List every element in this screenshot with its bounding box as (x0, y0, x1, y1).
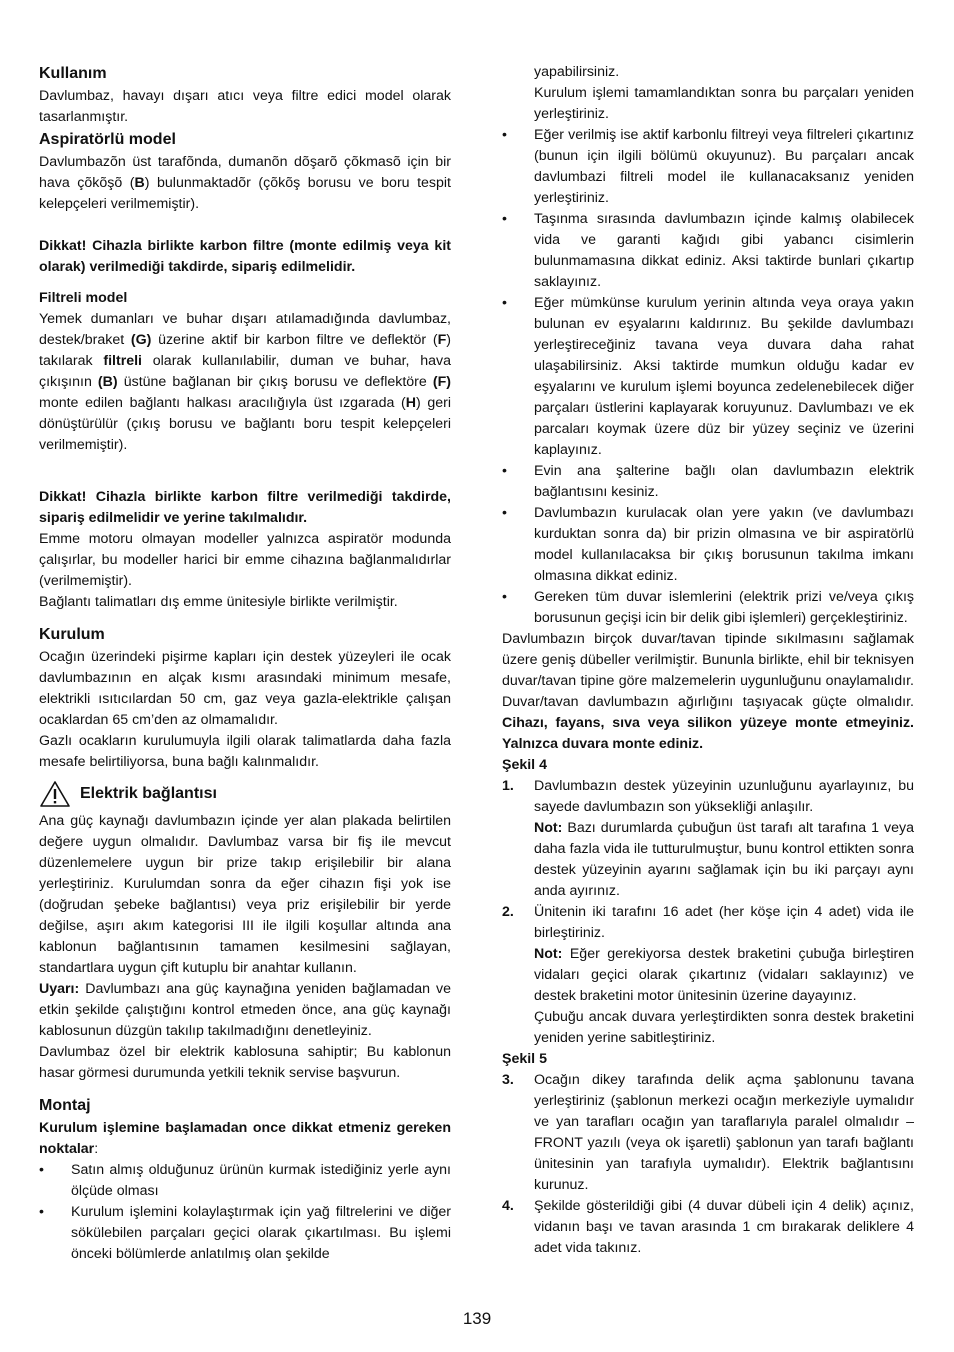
subheading-filtreli: Filtreli model (39, 290, 128, 306)
list-item: • Satın almış olduğunuz ürünün kurmak istediğiniz yerle aynı ölçüde olması (39, 1162, 451, 1199)
paragraph: Ocağın üzerindeki pişirme kapları için destek yüzeyleri ile ocak davlumbazının en alçak kısmı arasındaki minimum mesafe, elektrikli ısıtıcılardan 50 cm, gaz veya gazla-elektrikle çalışan ocaklardan 65 cm’den az olmamalıdır. (39, 649, 451, 728)
list-item: • Gereken tüm duvar islemlerini (elektrik prizi ve/veya çıkış borusunun geçişi icin bir delik gibi işlemleri) gerçekleştiriniz. (502, 589, 914, 626)
list-item: • Evin ana şalterine bağlı olan davlumbazın elektrik bağlantısını kesiniz. (502, 463, 914, 500)
note: Not: Bazı durumlarda çubuğun üst tarafı alt tarafına 1 veya daha fazla vida ile tutturulmuştur, bunu kontrol ettikten sonra destek yüzeyinin ayarını sağlamak için bu iki parçayı aynı anda ayırınız. (534, 820, 914, 899)
paragraph: Bağlantı talimatları dış emme ünitesiyle birlikte verilmiştir. (39, 594, 398, 610)
paragraph: Çubuğu ancak duvara yerleştirdikten sonra destek braketini yeniden yerine sabitleştiriniz. (534, 1009, 914, 1046)
paragraph: Kurulum işlemi tamamlandıktan sonra bu parçaları yeniden yerleştiriniz. (534, 85, 914, 122)
section-heading-kurulum: Kurulum (39, 626, 105, 643)
list-item: • Eğer mümkünse kurulum yerinin altında veya oraya yakın bulunan ev eşyalarını kaldırınız. Bu şekilde davlumbazı yerleştireceğiniz tavana veya duvara daha rahat ulaşabilirsiniz. Aksi taktirde mumkun olduğu kadar ev eşyalarını ve kurulum işlemi boyunca zedelenebilecek diğer parçaları üstlerini kaplayarak koruyunuz. Davlumbazı ve ek parcaları koymak üzere düz bir yüzey seçiniz ve üzerini kaplayınız. (502, 295, 914, 458)
list-item: • Eğer verilmiş ise aktif karbonlu filtreyi veya filtreleri çıkartınız (bunun için ilgili bölümü okuyunuz). Bu parçaları ancak davlumbazi filtreli model ile kullanacaksanız yeniden yerleştiriniz. (502, 127, 914, 206)
warning-text: Dikkat! Cihazla birlikte karbon filtre verilmediği takdirde, sipariş edilmelidir ve yerine takılmalıdır. (39, 489, 451, 526)
paragraph: Davlumbazõn üst tarafõnda, dumanõn dõşarõ çõkmasõ için bir hava çõkõşõ (B) bulunmaktadõr (çõkõş borusu ve boru tespit kelepçeleri verilmemiştir). (39, 154, 452, 212)
paragraph: Yemek dumanları ve buhar dışarı atılamadığında davlumbaz, destek/braket (G) üzerine aktif bir karbon filtre ve deflektör (F) takılarak filtreli olarak kullanılabilir, duman ve buhar, hava çıkışının (B) üstüne bağlanan bir çıkış borusu ve deflektöre (F) monte edilen bağlantı halkası aracılığıyla üst ızgarada (H) geri dönüştürülür (çıkış borusu ve bağlantı boru tespit kelepçeleri verilmemiştir). (39, 311, 451, 453)
page-number: 139 (462, 1309, 492, 1328)
left-column (39, 62, 451, 1265)
bullet-icon: • (502, 127, 507, 143)
paragraph: Gazlı ocakların kurulumuyla ilgili olarak talimatlarda daha fazla mesafe belirtiliyorsa, buna bağlı kalınmalıdır. (39, 733, 451, 770)
figure-label-sekil4: Şekil 4 (502, 757, 547, 773)
section-heading-elektrik (39, 777, 451, 811)
section-heading-aspirator: Aspiratörlü model (39, 131, 176, 148)
paragraph: Davlumbaz özel bir elektrik kablosuna sahiptir; Bu kablonun hasar görmesi durumunda yetkili teknik servise başvurun. (39, 1044, 451, 1081)
warning-text: Dikkat! Cihazla birlikte karbon filtre (monte edilmiş veya kit olarak) verilmediği takdirde, sipariş edilmelidir. (39, 238, 451, 275)
bullet-icon: • (502, 589, 507, 605)
right-column (502, 62, 914, 1259)
paragraph: Davlumbazın birçok duvar/tavan tipinde sıkılmasını sağlamak üzere geniş dübeller verilmiştir. Bununla birlikte, ehil bir teknisyen duvar/tavan tipine göre malzemelerin uygunluğunu onaylamalıdır. Duvar/tavan davlumbazın ağırlığını taşıyacak güçte olmalıdır. Cihazı, fayans, sıva veya silikon yüzeye monte etmeyiniz. Yalnızca duvara monte ediniz. (502, 631, 914, 752)
list-item: • Kurulum işlemini kolaylaştırmak için yağ filtrelerini ve diğer sökülebilen parçaları geçici olarak çıkartılması. Bu işlemi önceki bölümlerde anlatılmış olan şekilde (39, 1204, 451, 1262)
step-item: 3. Ocağın dikey tarafında delik açma şablonunu tavana yerleştiriniz (şablonun merkezi ocağın merkeziyle uymalıdır ve yan tarafları ocağın yan taraflarıyla paralel olmalıdır – FRONT yazılı (veya ok işaretli) şablonun yan tarafı bağlantı ünitesinin yan tarafıyla uymalıdır). Elektrik bağlantısını kurunuz. (502, 1072, 914, 1193)
figure-label-sekil5: Şekil 5 (502, 1051, 547, 1067)
note: Not: Eğer gerekiyorsa destek braketini çubuğa birleştiren vidaları geçici olarak çıkartınız (vidaları saklayınız) ve destek braketini motor ünitesinin üzerine dayayınız. (534, 946, 914, 1004)
paragraph: Uyarı: Davlumbazı ana güç kaynağına yeniden bağlamadan ve etkin şekilde çalıştığını kontrol etmeden önce, ana güç kaynağı kablosunun düzgün takılıp takılmadığını denetleyiniz. (39, 981, 451, 1039)
section-heading-kullanim: Kullanım (39, 65, 107, 82)
step-item: 4. Şekilde gösterildiği gibi (4 duvar dübeli için 4 delik) açınız, vidanın başı ve tavan arasında 1 cm bırakarak deliklere 4 adet vida takınız. (502, 1198, 914, 1256)
bullet-icon: • (502, 295, 507, 311)
bullet-icon: • (502, 463, 507, 479)
bullet-icon: • (39, 1204, 44, 1220)
warning-triangle-icon (39, 780, 71, 808)
bullet-icon: • (39, 1162, 44, 1178)
step-item: 1. Davlumbazın destek yüzeyinin uzunluğunu ayarlayınız, bu sayede davlumbazın son yüksekliği anlaşılır. (502, 778, 914, 815)
step-item: 2. Ünitenin iki tarafını 16 adet (her köşe için 4 adet) vida ile birleştiriniz. (502, 904, 914, 941)
bullet-list (502, 125, 914, 629)
section-heading-montaj: Montaj (39, 1097, 91, 1114)
paragraph: Davlumbaz, havayı dışarı atıcı veya filtre edici model olarak tasarlanmıştır. (39, 88, 451, 125)
list-item: • Davlumbazın kurulacak olan yere yakın (ve davlumbazı kurduktan sonra da) bir prizin olmasına ve bir aspiratörlü model kullanılacaksa bir çıkış borusunun takılma imkanı olmasına dikkat ediniz. (502, 505, 914, 584)
paragraph: yapabilirsiniz. (534, 64, 620, 80)
paragraph: Emme motoru olmayan modeller yalnızca aspiratör modunda çalışırlar, bu modeller harici bir emme cihazına bağlanmalıdırlar (verilmemiştir). (39, 531, 451, 589)
section-heading-elektrik-text: Elektrik bağlantısı (80, 785, 217, 802)
list-item: • Taşınma sırasında davlumbazın içinde kalmış olabilecek vida ve garanti kağıdı gibi yabancı cisimlerin bulunmamasına dikkat ediniz. Aksi taktirde bunlari çıkartıp saklayınız. (502, 211, 914, 290)
bullet-icon: • (502, 211, 507, 227)
bullet-icon: • (502, 505, 507, 521)
paragraph: Ana güç kaynağı davlumbazın içinde yer alan plakada belirtilen değere uygun olmalıdır. Davlumbaz varsa bir fiş ile mevcut düzenlemelere uygun bir prize takıp erişilebilir bir alana yerleştiriniz. Kurulumdan sonra da eğer cihazın fişi yok ise (doğrudan şebeke bağlantısı) veya priz erişilebilir bir yerde değilse, aşırı akım kategorisi III ile ilgili koşullar altında ana kablonun bağlantısının tamamen kesilmesini sağlayan, standartlara uygun çift kutuplu bir anahtar kullanın. (39, 813, 451, 976)
paragraph: Kurulum işlemine başlamadan once dikkat etmeniz gereken noktalar: (39, 1120, 451, 1157)
